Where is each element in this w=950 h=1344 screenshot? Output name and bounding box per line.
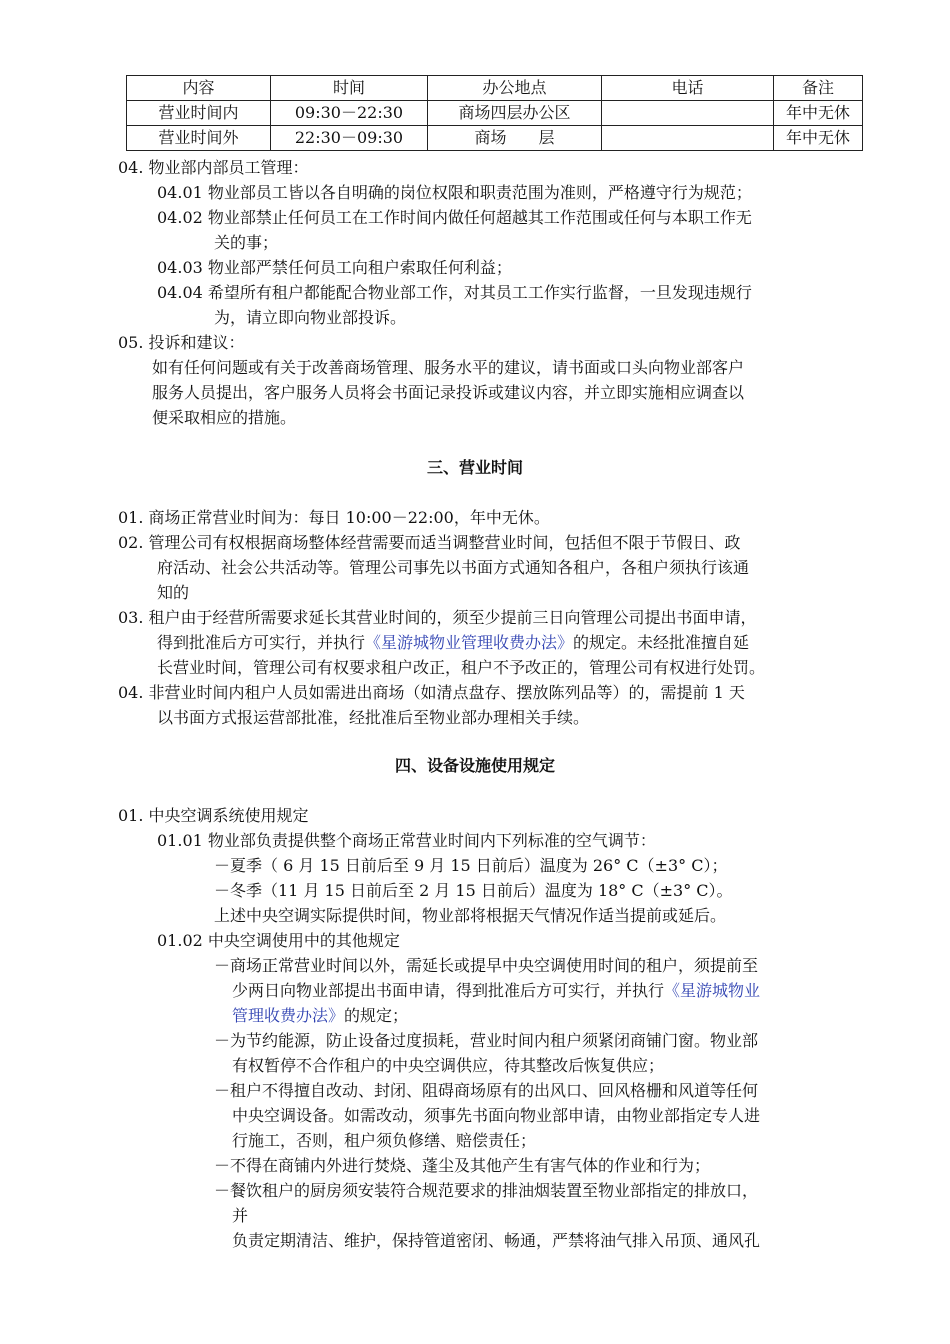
table-row [127, 101, 863, 126]
bullet-extend-hours-cont [232, 1003, 408, 1028]
item-04-02: 04.02 物业部禁止任何员工在工作时间内做任何超越其工作范围或任何与本职工作无 [157, 208, 752, 227]
table-cell: 商场 层 [428, 126, 602, 151]
fee-policy-link[interactable]: 《星游城物业管理收费办法》 [365, 633, 574, 652]
table-cell: 年中无休 [774, 101, 863, 126]
sec4-item-01-02: 01.02 中央空调使用中的其他规定 [157, 931, 400, 950]
item-04-03: 04.03 物业部严禁任何员工向租户索取任何利益； [157, 258, 512, 277]
paragraph-05-line: 如有任何问题或有关于改善商场管理、服务水平的建议，请书面或口头向物业部客户 [152, 358, 745, 377]
table-header-cell: 时间 [271, 76, 428, 101]
sec4-item-01-01: 01.01 物业部负责提供整个商场正常营业时间内下列标准的空气调节： [157, 831, 656, 850]
sec3-item-03-cont: 长营业时间，管理公司有权要求租户改正，租户不予改正的，管理公司有权进行处罚。 [157, 658, 766, 677]
office-hours-table [126, 75, 863, 151]
item-04-02-cont: 关的事； [214, 233, 279, 252]
bullet-kitchen-exhaust-cont: 并 [232, 1206, 249, 1225]
bullet-no-alteration-cont: 中央空调设备。如需改动，须事先书面向物业部申请，由物业部指定专人进 [232, 1106, 761, 1125]
item-04-04: 04.04 希望所有租户都能配合物业部工作，对其员工工作实行监督，一旦发现违规行 [157, 283, 752, 302]
summer-temperature: －夏季（ 6 月 15 日前后至 9 月 15 日前后）温度为 26° C（±3° C）； [214, 856, 728, 875]
table-cell: 营业时间外 [127, 126, 271, 151]
table-cell [602, 126, 774, 151]
section-04-title: 04. 物业部内部员工管理： [118, 158, 309, 177]
bullet-text: 少两日向物业部提出书面申请，得到批准后方可实行，并执行 [232, 981, 665, 1000]
table-cell: 年中无休 [774, 126, 863, 151]
sec3-item-03-text: 得到批准后方可实行，并执行 [157, 633, 366, 652]
table-cell: 营业时间内 [127, 101, 271, 126]
sec3-item-03-text: 的规定。未经批准擅自延 [573, 633, 750, 652]
sec3-item-02: 02. 管理公司有权根据商场整体经营需要而适当调整营业时间，包括但不限于节假日、政 [118, 533, 741, 552]
schedule-note: 上述中央空调实际提供时间，物业部将根据天气情况作适当提前或延后。 [214, 906, 727, 925]
bullet-energy-saving-cont: 有权暂停不合作租户的中央空调供应，待其整改后恢复供应； [232, 1056, 665, 1075]
bullet-no-alteration: －租户不得擅自改动、封闭、阻碍商场原有的出风口、回风格栅和风道等任何 [214, 1081, 759, 1100]
bullet-extend-hours: －商场正常营业时间以外，需延长或提早中央空调使用时间的租户，须提前至 [214, 956, 759, 975]
sec4-item-01: 01. 中央空调系统使用规定 [118, 806, 309, 825]
table-cell [602, 101, 774, 126]
table-row [127, 126, 863, 151]
bullet-no-burning: －不得在商铺内外进行焚烧、蓬尘及其他产生有害气体的作业和行为； [214, 1156, 711, 1175]
sec3-item-03-cont [157, 630, 749, 655]
sec3-item-04: 04. 非营业时间内租户人员如需进出商场（如清点盘存、摆放陈列品等）的，需提前 1 天 [118, 683, 745, 702]
paragraph-05-line: 便采取相应的措施。 [152, 408, 297, 427]
section-3-heading: 三、营业时间 [426, 458, 523, 477]
table-header-cell: 电话 [602, 76, 774, 101]
item-04-04-cont: 为，请立即向物业部投诉。 [214, 308, 407, 327]
table-header-row [127, 76, 863, 101]
section-4-heading: 四、设备设施使用规定 [394, 756, 555, 775]
table-cell: 09:30－22:30 [271, 101, 428, 126]
fee-policy-link[interactable]: 《星游城物业 [664, 981, 761, 1000]
bullet-energy-saving: －为节约能源，防止设备过度损耗，营业时间内租户须紧闭商铺门窗。物业部 [214, 1031, 759, 1050]
table-cell: 商场四层办公区 [428, 101, 602, 126]
sec3-item-01: 01. 商场正常营业时间为：每日 10:00－22:00，年中无休。 [118, 508, 550, 527]
table-header-cell: 办公地点 [428, 76, 602, 101]
bullet-kitchen-exhaust: －餐饮租户的厨房须安装符合规范要求的排油烟装置至物业部指定的排放口， [214, 1181, 759, 1200]
table-header-cell: 备注 [774, 76, 863, 101]
winter-temperature: －冬季（11 月 15 日前后至 2 月 15 日前后）温度为 18° C（±3° C）。 [214, 881, 733, 900]
sec3-item-03: 03. 租户由于经营所需要求延长其营业时间的，须至少提前三日向管理公司提出书面申请， [118, 608, 757, 627]
fee-policy-link[interactable]: 管理收费办法》 [232, 1006, 345, 1025]
bullet-no-alteration-cont: 行施工，否则，租户须负修缮、赔偿责任； [232, 1131, 537, 1150]
bullet-extend-hours-cont [232, 978, 760, 1003]
sec3-item-02-cont: 府活动、社会公共活动等。管理公司事先以书面方式通知各租户，各租户须执行该通 [157, 558, 750, 577]
bullet-text: 的规定； [344, 1006, 409, 1025]
sec3-item-02-cont: 知的 [157, 583, 190, 602]
table-cell: 22:30－09:30 [271, 126, 428, 151]
section-05-title: 05. 投诉和建议： [118, 333, 245, 352]
bullet-kitchen-exhaust-cont: 负责定期清洁、维护，保持管道密闭、畅通，严禁将油气排入吊顶、通风孔 [232, 1231, 761, 1250]
table-header-cell: 内容 [127, 76, 271, 101]
item-04-01: 04.01 物业部员工皆以各自明确的岗位权限和职责范围为准则，严格遵守行为规范； [157, 183, 752, 202]
sec3-item-04-cont: 以书面方式报运营部批准，经批准后至物业部办理相关手续。 [157, 708, 590, 727]
paragraph-05-line: 服务人员提出，客户服务人员将会书面记录投诉或建议内容，并立即实施相应调查以 [152, 383, 745, 402]
